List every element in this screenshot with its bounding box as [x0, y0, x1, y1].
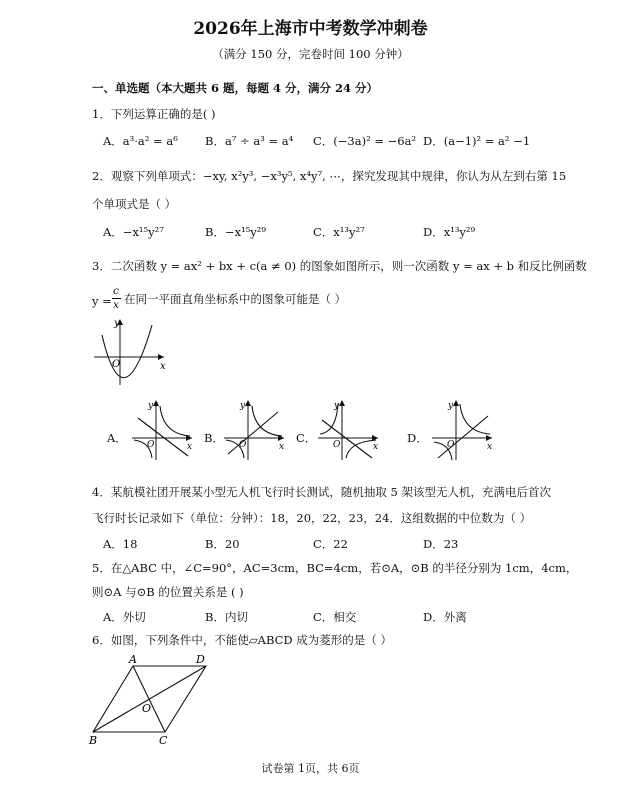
q3-a-x-label: x	[187, 442, 193, 452]
q3-fraction-numerator: c	[113, 285, 119, 297]
q3-b-origin-label: O	[239, 440, 247, 450]
q6-stem: 6．如图，下列条件中，不能使▱ABCD 成为菱形的是（ ）	[92, 633, 392, 647]
q6-label-a: A	[129, 653, 137, 666]
q4-stem-line1: 4．某航模社团开展某小型无人机飞行时长测试，随机抽取 5 架该型无人机，充满电后首次	[92, 485, 551, 499]
q6-label-o: O	[142, 702, 152, 715]
q3-option-a-label: A．	[107, 431, 127, 445]
q3-option-b-graph	[222, 398, 292, 463]
q3-d-origin-label: O	[447, 440, 455, 450]
q2-option-c: C．x¹³y²⁷	[313, 225, 365, 239]
q3-b-y-label: y	[240, 401, 246, 411]
q5-option-d: D．外离	[423, 610, 467, 624]
q3-b-x-label: x	[279, 442, 285, 452]
q3-c-y-label: y	[334, 401, 340, 411]
q3-option-b-label: B．	[204, 431, 224, 445]
q3-option-c-graph	[316, 398, 386, 463]
q1-stem: 1．下列运算正确的是( )	[92, 107, 216, 121]
q5-option-c: C．相交	[313, 610, 357, 624]
q3-d-x-label: x	[487, 442, 493, 452]
q1-option-d: D．(a−1)² = a² −1	[423, 134, 531, 148]
q3-fraction-denominator: x	[113, 299, 119, 311]
q3-stem-line1: 3．二次函数 y = ax² + bx + c(a ≠ 0) 的图象如图所示，则一次函数 y = ax + b 和反比例函数	[92, 259, 587, 273]
section-heading: 一、单选题（本大题共 6 题，每题 4 分，满分 24 分）	[92, 81, 379, 95]
q2-option-a: A．−x¹⁵y²⁷	[103, 225, 164, 239]
q3-option-a-graph	[130, 398, 200, 463]
q1-option-c: C．(−3a)² = −6a²	[313, 134, 417, 148]
q1-option-a: A．a³·a² = a⁶	[103, 134, 178, 148]
q6-label-b: B	[89, 734, 98, 747]
q3-stem-line2-prefix: y =	[92, 294, 112, 308]
q2-stem-line2: 个单项式是（ ）	[92, 197, 177, 211]
q3-option-d-label: D．	[407, 431, 428, 445]
q3-a-y-label: y	[148, 401, 154, 411]
q3-main-x-label: x	[160, 361, 166, 372]
q3-option-c-label: C．	[296, 431, 317, 445]
q3-d-y-label: y	[448, 401, 454, 411]
q3-parabola-graph	[92, 315, 172, 390]
q4-stem-line2: 飞行时长记录如下（单位：分钟）：18，20，22，23，24．这组数据的中位数为（ ）	[92, 511, 532, 525]
q5-stem-line2: 则⊙A 与⊙B 的位置关系是 ( )	[92, 585, 244, 599]
q6-label-d: D	[196, 653, 205, 666]
q5-option-a: A．外切	[103, 610, 146, 624]
q3-stem-line2-suffix: 在同一平面直角坐标系中的图象可能是（ ）	[124, 292, 347, 306]
q3-a-origin-label: O	[147, 440, 155, 450]
q6-parallelogram-figure	[88, 652, 218, 747]
q1-option-b: B．a⁷ ÷ a³ = a⁴	[205, 134, 294, 148]
exam-subtitle: （满分 150 分，完卷时间 100 分钟）	[212, 47, 409, 61]
q6-label-c: C	[159, 734, 168, 747]
q4-option-b: B．20	[205, 537, 240, 551]
q5-stem-line1: 5．在△ABC 中，∠C=90°，AC=3cm，BC=4cm，若⊙A，⊙B 的半径分别为 1cm，4cm，	[92, 561, 578, 575]
q3-option-d-graph	[430, 398, 500, 463]
q4-option-c: C．22	[313, 537, 348, 551]
q3-main-origin-label: O	[112, 359, 121, 370]
page-footer: 试卷第 1页，共 6页	[261, 762, 360, 775]
q3-c-origin-label: O	[333, 440, 341, 450]
q3-main-y-label: y	[114, 318, 120, 329]
q5-option-b: B．内切	[205, 610, 248, 624]
q3-c-x-label: x	[373, 442, 379, 452]
exam-title: 2026年上海市中考数学冲刺卷	[193, 19, 428, 39]
q2-option-d: D．x¹³y²⁹	[423, 225, 476, 239]
q2-stem-line1: 2．观察下列单项式：−xy, x²y³, −x³y⁵, x⁴y⁷, ⋯，探究发现其中规律，你认为从左到右第 15	[92, 169, 567, 183]
q4-option-d: D．23	[423, 537, 459, 551]
q2-option-b: B．−x¹⁵y²⁹	[205, 225, 267, 239]
q4-option-a: A．18	[103, 537, 138, 551]
